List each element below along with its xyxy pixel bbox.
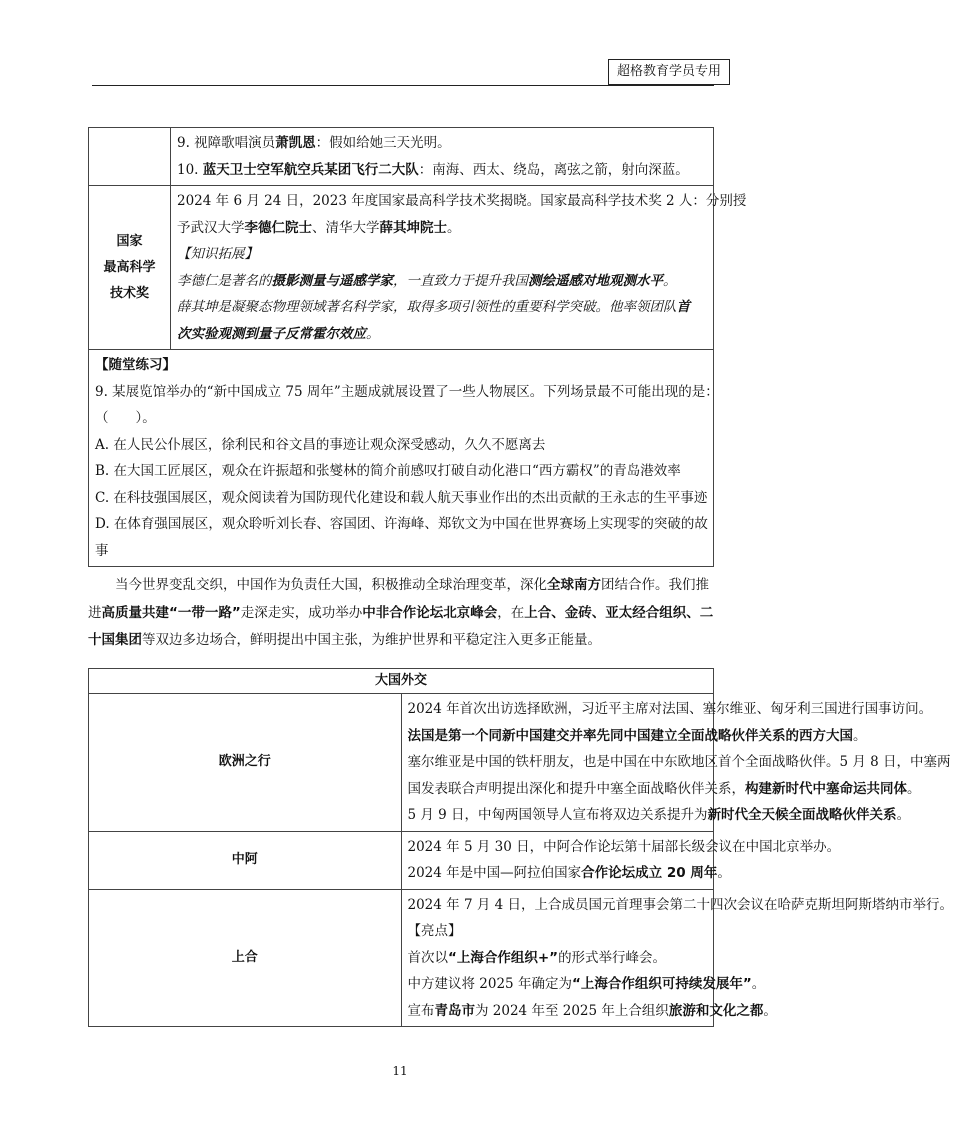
question-text: 9. 某展览馆举办的“新中国成立 75 周年”主题成就展设置了一些人物展区。下列场景最不可能出现的是： xyxy=(95,383,719,400)
option-d: D. 在体育强国展区，观众聆听刘长春、容国团、许海峰、郑钦文为中国在世界赛场上实现零的突破的故 xyxy=(95,516,708,532)
category-cell-europe: 欧洲之行 xyxy=(89,694,402,832)
science-award-cell: 2024 年 6 月 24 日，2023 年度国家最高科学技术奖揭晓。国家最高科学技术奖 2 人：分别授 予武汉大学李德仁院士、清华大学薛其坤院士。 【知识拓展】 李德仁是著名的摄影测量与遥感学家，一直致力于提升我国测绘遥感对地观测水平。 薛其坤是凝聚态物理领域著名科学家，取得多项引领性的重要科学突破。他率领团队首 次实验观测到量子反常霍尔效应。 xyxy=(171,186,714,350)
europe-cell: 2024 年首次出访选择欧洲，习近平主席对法国、塞尔维亚、匈牙利三国进行国事访问。 法国是第一个同新中国建交并率先同中国建立全面战略伙伴关系的西方大国。 塞尔维亚是中国的铁杆朋友，也是中国在中东欧地区首个全面战略伙伴。5 月 8 日，中塞两 国发表联合声明提出深化和提升中塞全面战略伙伴关系，构建新时代中塞命运共同体。 5 月 9 日，中匈两国领导人宣布将双边关系提升为新时代全天候全面战略伙伴关系。 xyxy=(401,694,714,832)
empty-category-cell xyxy=(89,128,171,186)
honor-list-cell: 9. 视障歌唱演员萧凯恩：假如给她三天光明。 10. 蓝天卫士空军航空兵某团飞行二大队：南海、西太、绕岛，离弦之箭，射向深蓝。 xyxy=(171,128,714,186)
intro-paragraph: 当今世界变乱交织，中国作为负责任大国，积极推动全球治理变革，深化全球南方团结合作。我们推进高质量共建“一带一路”走深走实，成功举办中非合作论坛北京峰会，在上合、金砖、亚太经合组织、二十国集团等双边多边场合，鲜明提出中国主张，为维护世界和平稳定注入更多正能量。 xyxy=(88,577,714,648)
category-cell-sco: 上合 xyxy=(89,889,402,1027)
practice-title: 【随堂练习】 xyxy=(95,357,176,373)
question-blank: （ ）。 xyxy=(95,410,156,426)
practice-cell xyxy=(89,350,719,567)
header-label: 超格教育学员专用 xyxy=(608,59,730,85)
option-b: B. 在大国工匠展区，观众在许振超和张燮林的简介前感叹打破自动化港口“西方霸权”的青岛港效率 xyxy=(95,463,681,479)
category-cell-arab: 中阿 xyxy=(89,831,402,889)
table-row xyxy=(89,350,714,567)
category-cell-science-award: 国家 最高科学 技术奖 xyxy=(89,186,171,350)
diplomacy-table xyxy=(88,668,953,1027)
header-rule xyxy=(92,85,714,86)
table-row xyxy=(89,831,714,889)
page-number: 11 xyxy=(392,1064,408,1078)
table-row xyxy=(89,186,714,350)
sco-cell: 2024 年 7 月 4 日，上合成员国元首理事会第二十四次会议在哈萨克斯坦阿斯塔纳市举行。 【亮点】 首次以“上海合作组织+”的形式举行峰会。 中方建议将 2025 年确定为“上海合作组织可持续发展年”。 宣布青岛市为 2024 年至 2025 年上合组织旅游和文化之都。 xyxy=(401,889,714,1027)
option-a: A. 在人民公仆展区，徐利民和谷文昌的事迹让观众深受感动，久久不愿离去 xyxy=(95,436,546,453)
section-title: 大国外交 xyxy=(89,669,714,694)
table-row xyxy=(89,889,714,1027)
table-row xyxy=(89,128,714,186)
table-row xyxy=(89,669,714,694)
option-d-cont: 事 xyxy=(95,542,109,559)
table-row xyxy=(89,694,714,832)
arab-cell: 2024 年 5 月 30 日，中阿合作论坛第十届部长级会议在中国北京举办。 2024 年是中国—阿拉伯国家合作论坛成立 20 周年。 xyxy=(401,831,714,889)
option-c: C. 在科技强国展区，观众阅读着为国防现代化建设和载人航天事业作出的杰出贡献的王永志的生平事迹 xyxy=(95,489,708,506)
honor-table xyxy=(88,127,747,567)
